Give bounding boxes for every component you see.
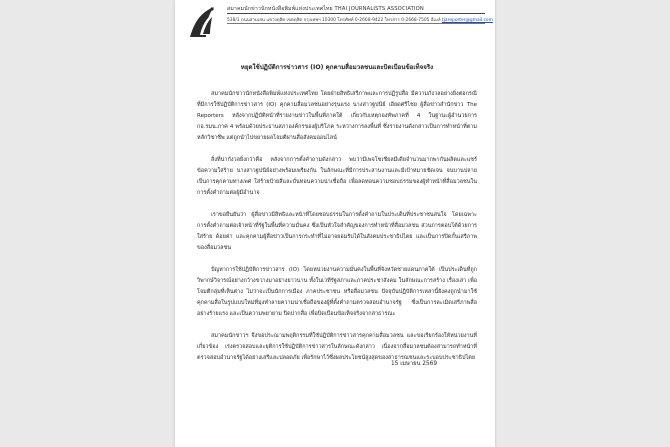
address-line (227, 16, 493, 23)
address-text: 538/1 ถนนสามเสน แขวงดุสิต เขตดุสิต กรุงเทพฯ 10300 โทรศัพท์ 0-2668-9422 โทรสาร 0-2668-7505 อีเมล์ (227, 18, 441, 23)
letterhead-rule (227, 13, 485, 14)
letterhead (175, 0, 495, 44)
association-logo (187, 4, 221, 40)
letterhead-divider (227, 23, 485, 24)
paragraph-2: สิ่งที่น่ากังวลยิ่งกว่าคือ หลังจากการตั้งคำถามดังกล่าว พบว่ามีเพจโซเชียลมีเดียจำนวนมากพากันผลิตและแชร์ข้อความใส่ร้าย นางสาวฐปนีย์อย่างพร้อมเพรียงกัน ในลักษณะที่มีการประสานงานและมีเป้าหมายชัดเจน จนบานปลายเป็นการคุกคามทางเพศ ใส่ร้ายป้ายสีและบั่นทอนความน่าเชื่อถือ เพื่อลดทอนความชอบธรรมของผู้ทำหน้าที่สื่อมวลชนในการตั้งคำถามต่อผู้มีอำนาจ (197, 157, 477, 196)
statement-date: 15 เมษายน 2569 (391, 361, 438, 367)
statement-title: หยุดใช้ปฏิบัติการข่าวสาร (IO) คุกคามสื่อมวลชนและบิดเบือนข้อเท็จจริง (240, 64, 434, 71)
paragraph-3: เราขอยืนยันว่า ผู้สื่อข่าวมีสิทธิและหน้าที่โดยชอบธรรมในการตั้งคำถามในประเด็นที่ประชาชนสนใจ โดยเฉพาะการตั้งคำถามต่อเจ้าหน้าที่รัฐในพื้นที่ความมั่นคง ซึ่งเป็นหัวใจสำคัญของการทำหน้าที่สื่อมวลชน ส่วนการตอบโต้ด้วยการใส่ร้าย ด้อยค่า และคุกคามผู้สื่อข่าวเป็นการกระทำที่ไม่อาจยอมรับได้ในสังคมประชาธิปไตย และเป็นการปิดกั้นเสรีภาพของสื่อมวลชน (197, 212, 477, 251)
paragraph-1: สมาคมนักข่าวนักหนังสือพิมพ์แห่งประเทศไทย โดยฝ่ายสิทธิเสรีภาพและการปฏิรูปสื่อ มีความกังวลอย่างยิ่งต่อกรณีที่มีการใช้ปฏิบัติการข่าวสาร (IO) คุกคามสื่อมวลชนอย่างรุนแรง นางสาวฐปนีย์ เอียดศรีไชย ผู้สื่อข่าวสำนักข่าว The Reporters หลังจากปฏิบัติหน้าที่รายงานข่าวในพื้นที่ภาคใต้ เกี่ยวกับเหตุกองทัพภาคที่ 4 ในฐานะผู้อำนวยการ กอ.รมน.ภาค 4 พร้อมด้วยประธานสภาองค์กรของผู้บริโภค ระหว่างการลงพื้นที่ ซึ่งรายงานดังกล่าวเป็นการทำหน้าที่ตามหลักวิชาชีพ แต่ถูกนำไปขยายผลโจมตีผ่านสื่อสังคมออนไลน์ (197, 91, 477, 141)
statement-body (197, 62, 477, 375)
document-page (175, 0, 495, 447)
paragraph-5: สมาคมนักข่าวฯ จึงขอประณามพฤติกรรมที่ใช้ปฏิบัติการข่าวสารคุกคามสื่อมวลชน และขอเรียกร้องให้หน่วยงานที่เกี่ยวข้อง เร่งตรวจสอบและยุติการใช้ปฏิบัติการข่าวสารในลักษณะดังกล่าว เนื่องจากสื่อมวลชนต้องสามารถทำหน้าที่ตรวจสอบอำนาจรัฐได้อย่างเสรีและปลอดภัย เพื่อรักษาไว้ซึ่งผลประโยชน์สูงสุดของสาธารณชนและระบอบประชาธิปไตย (197, 333, 477, 361)
paragraph-4: ปัญหาการใช้ปฏิบัติการข่าวสาร (IO) โดยหน่วยงานความมั่นคงในพื้นที่จังหวัดชายแดนภาคใต้ เป็นประเด็นที่ถูกวิพากษ์วิจารณ์อย่างกว้างขวางมาอย่างยาวนาน ทั้งในเวทีรัฐสภาและภาคประชาสังคม ในลักษณะการสร้าง เรื่องเล่า เพื่อโจมตีกลุ่มที่เห็นต่าง ไม่ว่าจะเป็นนักการเมือง ภาคประชาชน หรือสื่อมวลชน ปัจจุบันปฏิบัติการเหล่านี้ยังคงถูกนำมาใช้คุกคามสื่อในรูปแบบใหม่ที่มุ่งทำลายความน่าเชื่อถือของผู้ที่ตั้งคำถามตรวจสอบอำนาจรัฐ ซึ่งเป็นการละเมิดเสรีภาพสื่ออย่างร้ายแรง และเป็นความพยายาม ปิดปากสื่อ เพื่อบิดเบือนข้อเท็จจริงจากสาธารณะ (197, 267, 477, 317)
organization-name: สมาคมนักข่าวนักหนังสือพิมพ์แห่งประเทศไทย THAI JOURNALISTS ASSOCIATION (227, 6, 424, 12)
email-link[interactable]: tjareporter@gmail.com (441, 18, 493, 23)
